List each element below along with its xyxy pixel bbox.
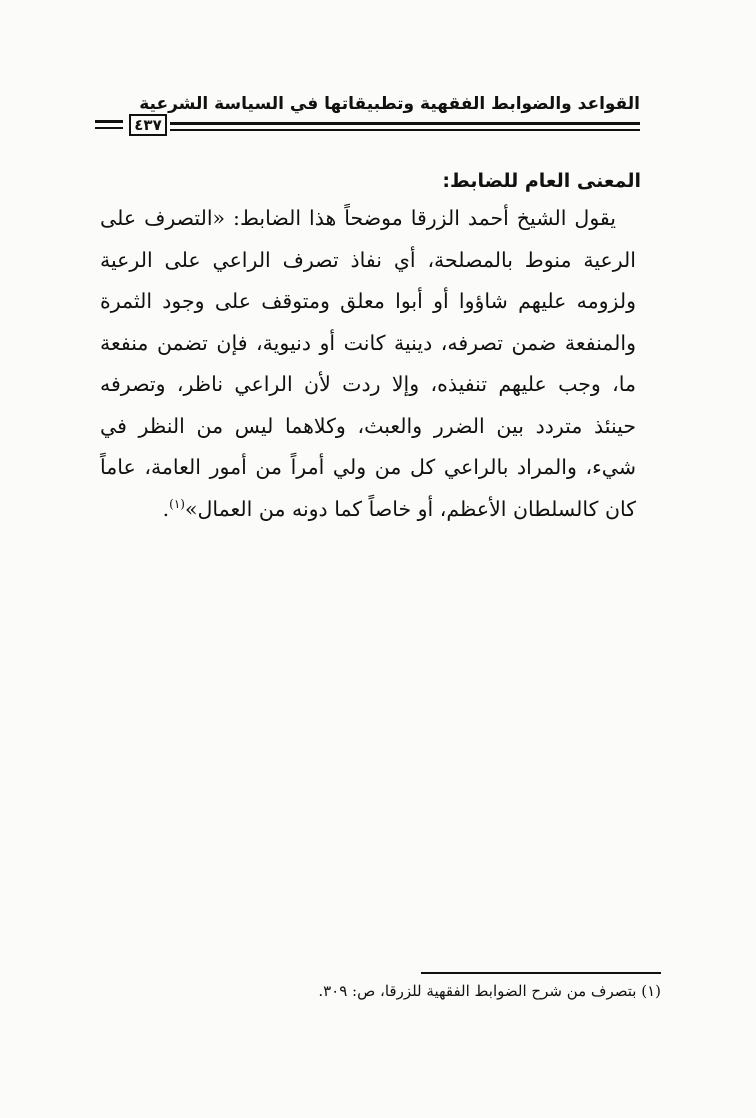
- body-text: [100, 198, 636, 530]
- running-title: القواعد والضوابط الفقهية وتطبيقاتها في السياسة الشرعية: [139, 94, 640, 114]
- header-dash-top: [95, 120, 123, 123]
- paragraph: [100, 198, 636, 530]
- page-header: [95, 90, 640, 140]
- paragraph-end: .: [162, 496, 170, 521]
- footnote: (١) بتصرف من شرح الضوابط الفقهية للزرقا، ص: ٣٠٩.: [318, 982, 661, 1000]
- footnote-divider: [421, 972, 661, 974]
- header-rule-thin: [170, 129, 640, 131]
- header-dash-bottom: [95, 127, 123, 129]
- section-heading: المعنى العام للضابط:: [442, 170, 641, 192]
- footnote-reference: (١): [169, 496, 185, 511]
- header-rule-thick: [170, 122, 640, 125]
- page-number: ٤٣٧: [129, 114, 167, 136]
- paragraph-text: يقول الشيخ أحمد الزرقا موضحاً هذا الضابط: «التصرف على الرعية منوط بالمصلحة، أي نفاذ تصرف الراعي على الرعية ولزومه عليهم شاؤوا أو أبوا معلق ومتوقف على وجود الثمرة والمنفعة ضمن تصرفه، دينية كانت أو دنيوية، فإن تضمن منفعة ما، وجب عليهم تنفيذه، وإلا ردت لأن الراعي ناظر، وتصرفه حينئذ متردد بين الضرر والعبث، وكلاهما ليس من النظر في شيء، والمراد بالراعي كل من ولي أمراً من أمور العامة، عاماً كان كالسلطان الأعظم، أو خاصاً كما دونه من العمال»: [100, 206, 636, 521]
